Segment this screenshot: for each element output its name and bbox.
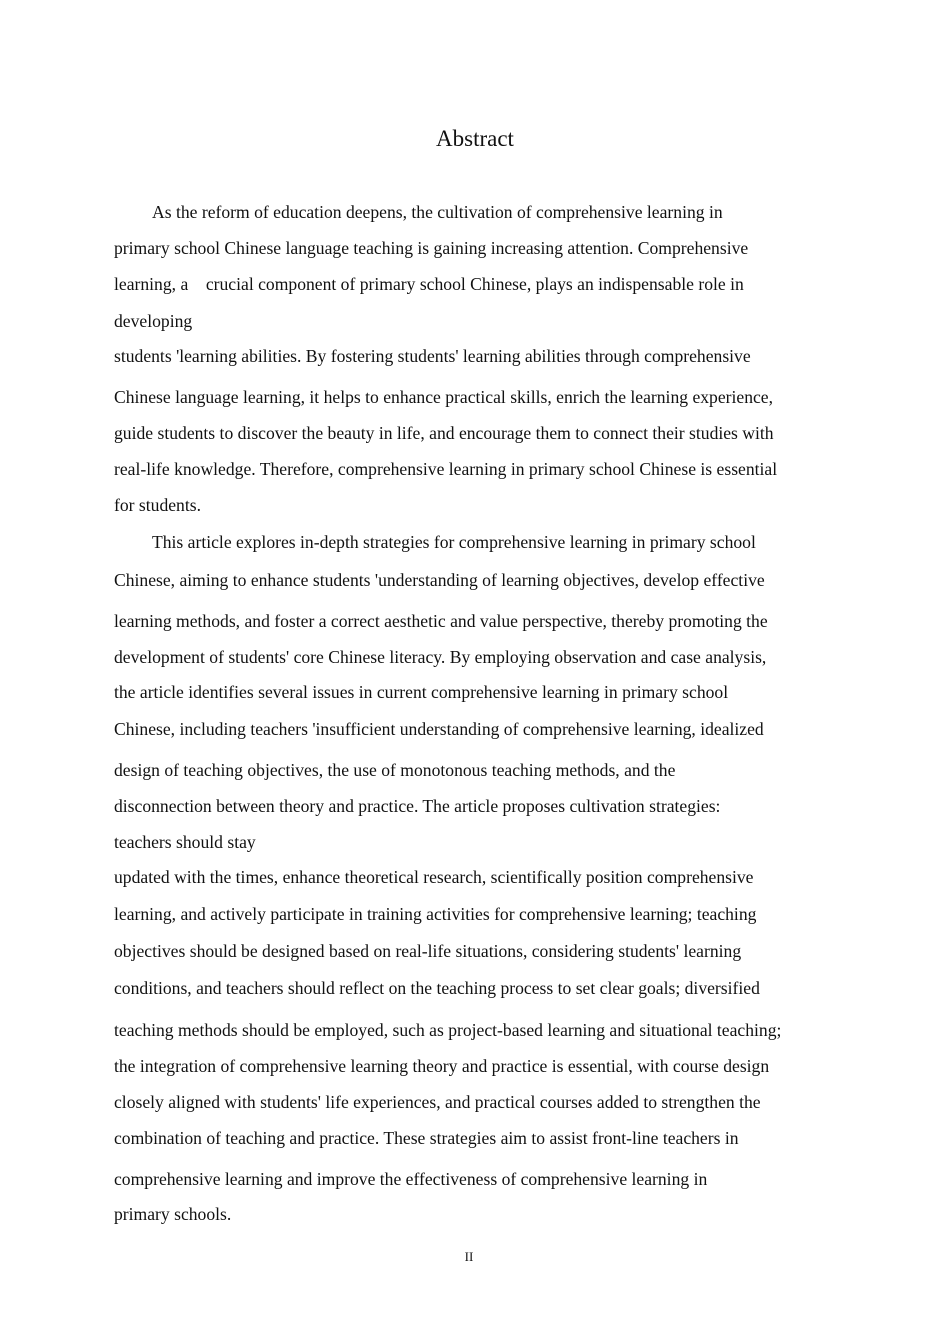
text-line: learning, and actively participate in training activities for comprehensive learning; teaching: [114, 904, 757, 924]
page-title: Abstract: [436, 126, 514, 151]
text-line: Chinese, including teachers 'insufficient understanding of comprehensive learning, idealized: [114, 719, 764, 739]
text-line: disconnection between theory and practice. The article proposes cultivation strategies:: [114, 796, 721, 816]
text-line: conditions, and teachers should reflect on the teaching process to set clear goals; diversified: [114, 978, 760, 998]
text-line: Chinese, aiming to enhance students 'understanding of learning objectives, develop effective: [114, 570, 765, 590]
text-line: learning, a crucial component of primary school Chinese, plays an indispensable role in: [114, 274, 744, 294]
text-line: students 'learning abilities. By fostering students' learning abilities through comprehensive: [114, 346, 751, 366]
text-line: learning methods, and foster a correct aesthetic and value perspective, thereby promoting the: [114, 611, 768, 631]
text-line: primary schools.: [114, 1204, 232, 1224]
text-line: Chinese language learning, it helps to enhance practical skills, enrich the learning experience,: [114, 387, 774, 407]
text-line: This article explores in-depth strategies for comprehensive learning in primary school: [152, 532, 756, 552]
text-line: for students.: [114, 495, 201, 515]
page-number: II: [464, 1249, 474, 1264]
text-line: objectives should be designed based on real-life situations, considering students' learning: [114, 941, 742, 961]
text-line: guide students to discover the beauty in life, and encourage them to connect their studies with: [114, 423, 774, 443]
text-line: teaching methods should be employed, such as project-based learning and situational teaching;: [114, 1020, 782, 1040]
text-line: development of students' core Chinese literacy. By employing observation and case analysis,: [114, 647, 767, 667]
text-line: the article identifies several issues in current comprehensive learning in primary school: [114, 682, 729, 702]
text-line: developing: [114, 311, 193, 331]
text-line: closely aligned with students' life experiences, and practical courses added to strengthen the: [114, 1092, 761, 1112]
text-line: comprehensive learning and improve the effectiveness of comprehensive learning in: [114, 1169, 708, 1189]
text-line: updated with the times, enhance theoretical research, scientifically position comprehensive: [114, 867, 754, 887]
text-line: primary school Chinese language teaching is gaining increasing attention. Comprehensive: [114, 238, 749, 258]
text-line: teachers should stay: [114, 832, 256, 852]
text-line: the integration of comprehensive learning theory and practice is essential, with course design: [114, 1056, 770, 1076]
text-line: real-life knowledge. Therefore, comprehensive learning in primary school Chinese is essential: [114, 459, 778, 479]
text-line: combination of teaching and practice. These strategies aim to assist front-line teachers in: [114, 1128, 739, 1148]
text-line: As the reform of education deepens, the cultivation of comprehensive learning in: [152, 202, 723, 222]
text-line: design of teaching objectives, the use of monotonous teaching methods, and the: [114, 760, 676, 780]
